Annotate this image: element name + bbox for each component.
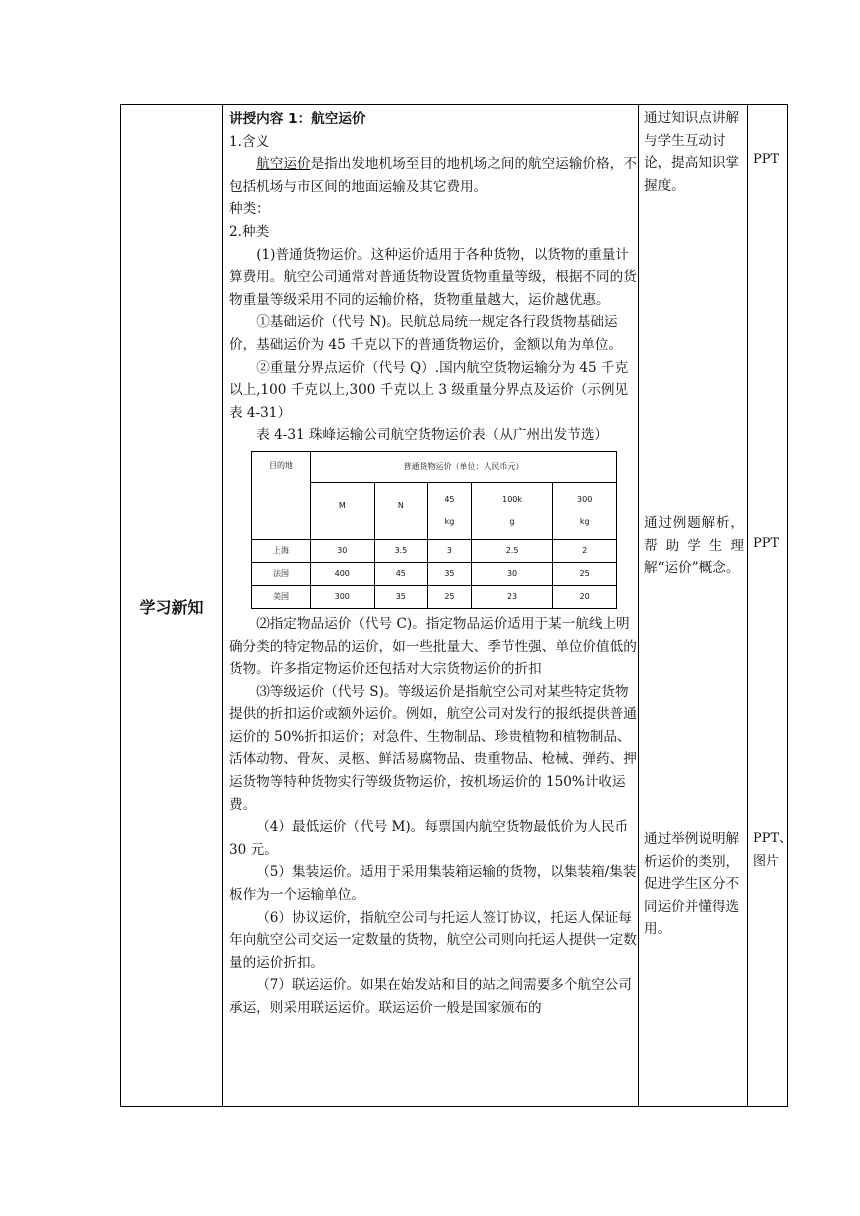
rate-cell: 400 xyxy=(311,562,375,585)
paragraph: ⑶等级运价（代号 S)。等级运价是指航空公司对某些特定货物提供的折扣运价或额外运价。例如，航空公司对发行的报纸提供普通运价的 50%折扣运价；对急件、生物制品、珍贵植物和植物制品、活体动物、骨灰、灵柩、鲜活易腐物品、贵重物品、枪械、弹药、押运货物等特种货物实行等级货物运价，按机场运价的 150%计收运费。 xyxy=(229,683,637,813)
dest-cell: 美国 xyxy=(252,585,311,608)
row-label: 学习新知 xyxy=(139,598,204,617)
col-header-unit: g xyxy=(509,517,515,527)
rate-cell: 35 xyxy=(374,585,428,608)
resource: PPT xyxy=(753,536,780,551)
col-header-text: 100k xyxy=(502,495,523,505)
paragraph: 种类： xyxy=(229,201,270,218)
paragraph: （4）最低运价（代号 M)。每票国内航空货物最低价为人民币 30 元。 xyxy=(229,819,629,858)
definition-text: 是指出发地机场至目的地机场之间的航空运输价格，不包括机场与市区间的地面运输及其它费用。 xyxy=(229,156,637,195)
table-row xyxy=(252,585,617,608)
rate-cell: 35 xyxy=(428,562,472,585)
rate-cell: 2.5 xyxy=(471,539,553,562)
dest-cell: 上海 xyxy=(252,539,311,562)
col-header-text: M xyxy=(338,500,346,510)
col-header-unit: kg xyxy=(444,517,455,527)
rate-cell: 20 xyxy=(553,585,617,608)
definition-paragraph xyxy=(229,153,637,198)
col-header xyxy=(471,482,553,539)
teaching-method: 通过例题解析，帮助学生理解“运价”概念。 xyxy=(644,515,744,577)
paragraph: ⑵指定物品运价（代号 C)。指定物品运价适用于某一航线上明确分类的特定物品的运价，如一些批量大、季节性强、单位价值低的货物。许多指定物运价还包括对大宗货物运价的折扣 xyxy=(229,615,637,678)
resource: PPT、图片 xyxy=(753,831,793,869)
col-header xyxy=(428,482,472,539)
table-row xyxy=(252,539,617,562)
paragraph: ①基础运价（代号 N)。民航总局统一规定各行段货物基础运价，基础运价为 45 千克以下的普通货物运价，金额以角为单位。 xyxy=(229,314,622,353)
teaching-method: 通过举例说明解析运价的类别，促进学生区分不同运价并懂得选用。 xyxy=(644,831,740,938)
col-header-text: 300 xyxy=(577,495,593,505)
paragraph: （7）联运运价。如果在始发站和目的站之间需要多个航空公司承运，则采用联运运价。联运运价一般是国家颁布的 xyxy=(229,977,632,1016)
paragraph: ②重量分界点运价（代号 Q）.国内航空货物运输分为 45 千克以上,100 千克以上,300 千克以上 3 级重量分界点及运价（示例见表 4-31） xyxy=(229,359,629,421)
paragraph: 1.含义 xyxy=(229,133,270,150)
lesson-content xyxy=(229,108,637,1020)
rate-cell: 3.5 xyxy=(374,539,428,562)
paragraph: (1)普通货物运价。这种运价适用于各种货物，以货物的重量计算费用。航空公司通常对普通货物设置货物重量等级，根据不同的货物重量等级采用不同的运输价格，货物重量越大，运价越优惠。 xyxy=(229,246,637,308)
col-header-text: N xyxy=(397,500,404,510)
term: 航空运价 xyxy=(256,156,311,173)
paragraph: 2.种类 xyxy=(229,223,270,240)
section-heading: 讲授内容 1：航空运价 xyxy=(229,111,366,127)
paragraph: （6）协议运价，指航空公司与托运人签订协议，托运人保证每年向航空公司交运一定数量的货物，航空公司则向托运人提供一定数量的运价折扣。 xyxy=(229,909,637,971)
rate-cell: 300 xyxy=(311,585,375,608)
dest-header: 目的地 xyxy=(252,451,311,539)
rate-cell: 25 xyxy=(553,562,617,585)
lesson-table xyxy=(120,104,793,1107)
rate-cell: 30 xyxy=(471,562,553,585)
rate-cell: 30 xyxy=(311,539,375,562)
col-header xyxy=(553,482,617,539)
rate-cell: 3 xyxy=(428,539,472,562)
column-divider xyxy=(638,105,639,1106)
rate-table xyxy=(251,451,617,609)
column-divider xyxy=(222,105,223,1106)
dest-cell: 法国 xyxy=(252,562,311,585)
column-divider xyxy=(747,105,748,1106)
col-header xyxy=(374,482,428,539)
rate-cell: 25 xyxy=(428,585,472,608)
table-row xyxy=(252,562,617,585)
rate-cell: 2 xyxy=(553,539,617,562)
rate-cell: 23 xyxy=(471,585,553,608)
paragraph: （5）集装运价。适用于采用集装箱运输的货物，以集装箱/集装板作为一个运输单位。 xyxy=(229,864,637,904)
group-header: 普通货物运价（单位：人民币元） xyxy=(311,451,617,482)
col-header-text: 45 xyxy=(444,495,455,505)
table-caption: 表 4-31 珠峰运输公司航空货物运价表（从广州出发节选） xyxy=(256,427,609,444)
col-header xyxy=(311,482,375,539)
col-header-unit: kg xyxy=(579,517,590,527)
resource: PPT xyxy=(753,152,780,167)
rate-cell: 45 xyxy=(374,562,428,585)
teaching-method: 通过知识点讲解与学生互动讨论，提高知识掌握度。 xyxy=(644,110,740,194)
